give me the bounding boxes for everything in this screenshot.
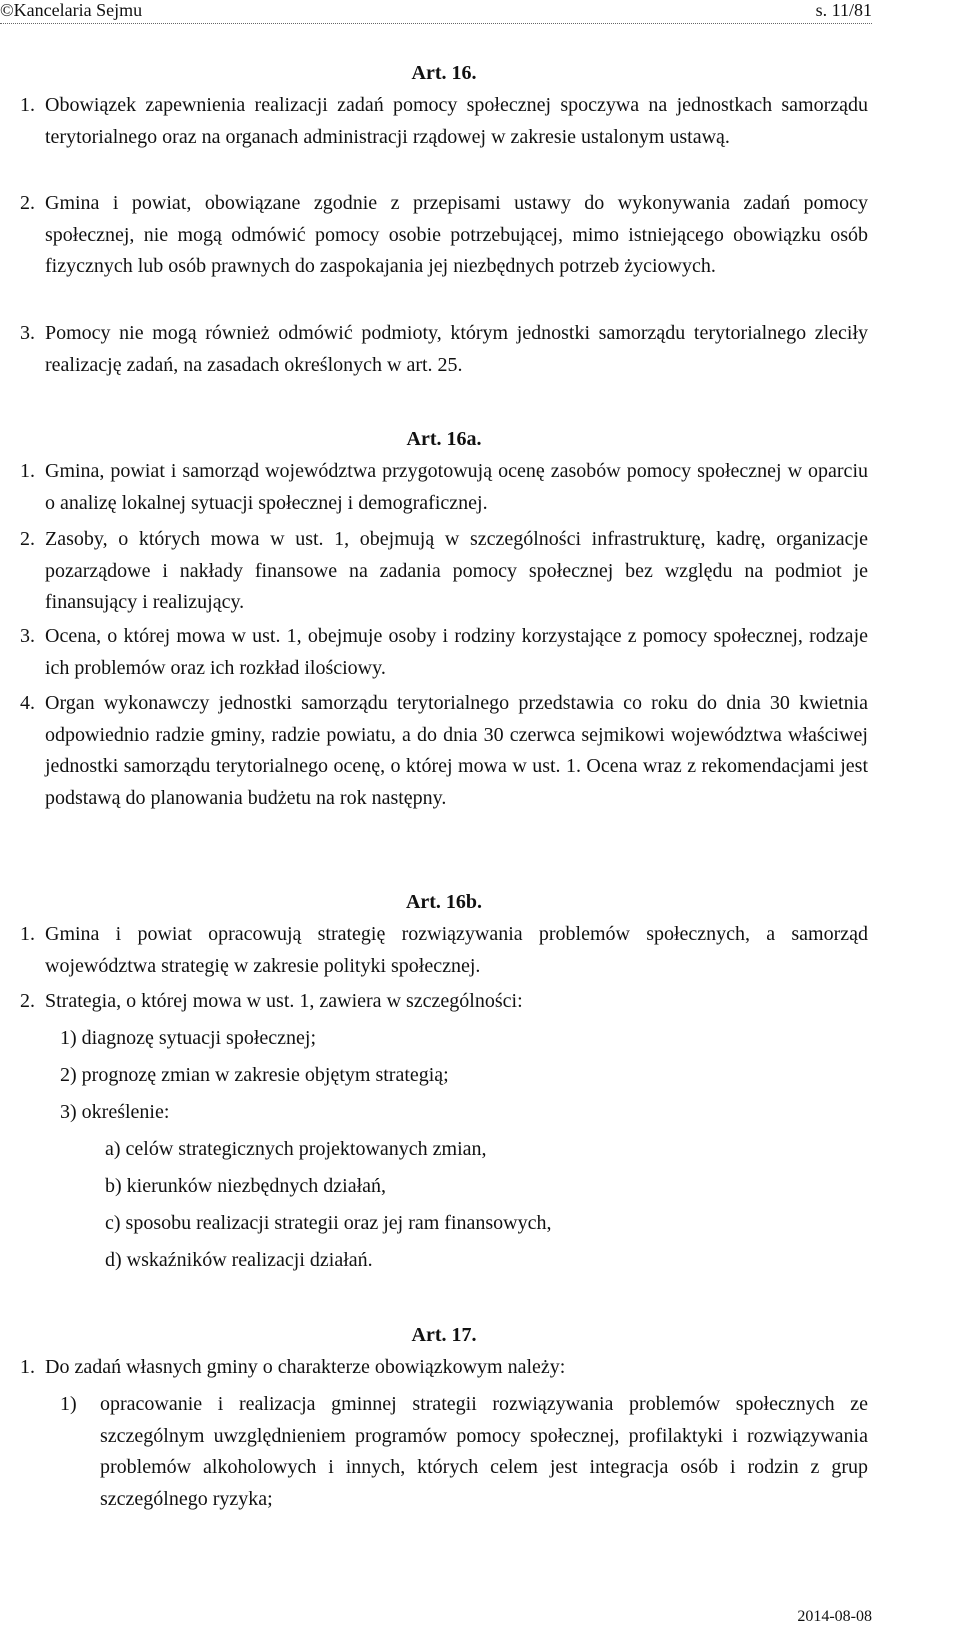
paragraph-number: 3. <box>20 625 35 647</box>
art16b-item-3: 3) określenie: <box>60 1101 170 1123</box>
paragraph-text: Do zadań własnych gminy o charakterze obowiązkowym należy: <box>45 1356 566 1378</box>
article-16-heading: Art. 16. <box>411 62 477 84</box>
paragraph-text: Strategia, o której mowa w ust. 1, zawiera w szczególności: <box>45 990 523 1012</box>
art16b-subitem-d: d) wskaźników realizacji działań. <box>105 1249 373 1271</box>
paragraph-text: Organ wykonawczy jednostki samorządu terytorialnego przedstawia co roku do dnia 30 kwietnia odpowiednio radzie gminy, radzie powiatu, a do dnia 30 czerwca sejmikowi województwa właściwej jednostki samorządu terytorialnego ocenę, o której mowa w ust. 1. Ocena wraz z rekomendacjami jest podstawą do planowania budżetu na rok następny. <box>45 692 868 809</box>
paragraph-text: Pomocy nie mogą również odmówić podmioty, którym jednostki samorządu terytorialnego zleciły realizację zadań, na zasadach określonych w art. 25. <box>45 322 868 376</box>
header-publisher: ©Kancelaria Sejmu <box>0 0 143 20</box>
item-text: opracowanie i realizacja gminnej strategii rozwiązywania problemów społecznych ze szczególnym uwzględnieniem programów pomocy społecznej, profilaktyki i rozwiązywania problemów alkoholowych i innych, których celem jest integracja osób i rodzin z grup szczególnego ryzyka; <box>100 1393 868 1510</box>
art16b-item-1: 1) diagnozę sytuacji społecznej; <box>60 1027 317 1049</box>
art16-paragraph-3 <box>20 318 868 381</box>
article-17-heading: Art. 17. <box>411 1324 477 1346</box>
article-16b-heading: Art. 16b. <box>405 891 483 913</box>
art16b-subitem-b: b) kierunków niezbędnych działań, <box>105 1175 387 1197</box>
art16-paragraph-2 <box>20 188 868 283</box>
art16b-subitem-a: a) celów strategicznych projektowanych zmian, <box>105 1138 487 1160</box>
art16b-paragraph-1 <box>20 919 868 982</box>
header-page-number: s. 11/81 <box>815 0 872 20</box>
art16a-paragraph-2 <box>20 524 868 619</box>
paragraph-text: Obowiązek zapewnienia realizacji zadań pomocy społecznej spoczywa na jednostkach samorządu terytorialnego oraz na organach administracji rządowej w zakresie ustalonym ustawą. <box>45 94 868 148</box>
paragraph-number: 1. <box>20 94 35 116</box>
art16-paragraph-1 <box>20 90 868 153</box>
paragraph-number: 2. <box>20 528 35 550</box>
paragraph-text: Gmina, powiat i samorząd województwa przygotowują ocenę zasobów pomocy społecznej w oparciu o analizę lokalnej sytuacji społecznej i demograficznej. <box>45 460 868 514</box>
art16a-paragraph-4 <box>20 688 868 814</box>
art17-paragraph-1 <box>20 1352 868 1384</box>
paragraph-number: 1. <box>20 923 35 945</box>
paragraph-text: Gmina i powiat opracowują strategię rozwiązywania problemów społecznych, a samorząd województwa strategię w zakresie polityki społecznej. <box>45 923 868 977</box>
header-divider <box>0 23 872 24</box>
paragraph-number: 1. <box>20 1356 35 1378</box>
paragraph-number: 4. <box>20 692 35 714</box>
article-16a-heading: Art. 16a. <box>406 428 482 450</box>
paragraph-number: 1. <box>20 460 35 482</box>
art16b-item-2: 2) prognozę zmian w zakresie objętym strategią; <box>60 1064 449 1086</box>
art16b-subitem-c: c) sposobu realizacji strategii oraz jej ram finansowych, <box>105 1212 552 1234</box>
footer-date: 2014-08-08 <box>797 1608 872 1625</box>
art16a-paragraph-1 <box>20 456 868 519</box>
paragraph-text: Zasoby, o których mowa w ust. 1, obejmują w szczególności infrastrukturę, kadrę, organizacje pozarządowe i nakłady finansowe na zadania pomocy społecznej bez względu na podmiot je finansujący i realizujący. <box>45 528 868 614</box>
paragraph-number: 2. <box>20 990 35 1012</box>
art17-item-1 <box>60 1389 868 1515</box>
paragraph-text: Gmina i powiat, obowiązane zgodnie z przepisami ustawy do wykonywania zadań pomocy społecznej, nie mogą odmówić pomocy osobie potrzebującej, mimo istniejącego obowiązku osób fizycznych lub osób prawnych do zaspokajania jej niezbędnych potrzeb życiowych. <box>45 192 868 278</box>
art16b-paragraph-2 <box>20 986 868 1018</box>
paragraph-number: 2. <box>20 192 35 214</box>
art16a-paragraph-3 <box>20 621 868 684</box>
item-number: 1) <box>60 1393 77 1415</box>
paragraph-number: 3. <box>20 322 35 344</box>
paragraph-text: Ocena, o której mowa w ust. 1, obejmuje osoby i rodziny korzystające z pomocy społecznej, rodzaje ich problemów oraz ich rozkład ilościowy. <box>45 625 868 679</box>
